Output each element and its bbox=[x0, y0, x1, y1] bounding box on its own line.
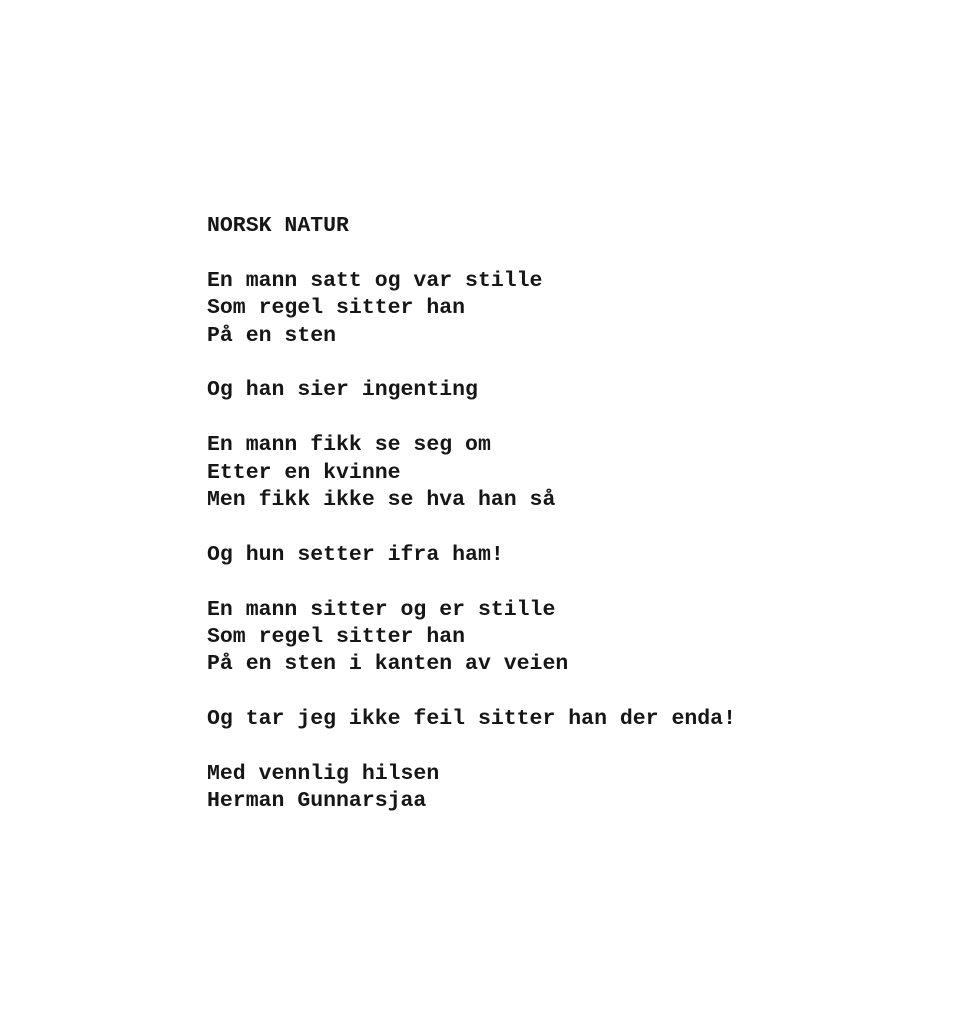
poem-line: Som regel sitter han bbox=[207, 625, 466, 650]
poem-blank-line bbox=[207, 569, 736, 596]
poem-line: På en sten i kanten av veien bbox=[207, 652, 569, 677]
poem-line: Og han sier ingenting bbox=[207, 378, 478, 403]
poem-blank-line bbox=[207, 350, 736, 377]
poem-line: En mann satt og var stille bbox=[207, 268, 543, 293]
poem-line: Etter en kvinne bbox=[207, 460, 401, 485]
poem-line: Og tar jeg ikke feil sitter han der enda! bbox=[207, 707, 736, 732]
poem-blank-line bbox=[207, 734, 736, 761]
poem-blank-line bbox=[207, 240, 736, 267]
poem-line: NORSK NATUR bbox=[207, 214, 349, 238]
poem-line: Herman Gunnarsjaa bbox=[207, 789, 427, 814]
poem-blank-line bbox=[207, 679, 736, 706]
poem-blank-line bbox=[207, 514, 736, 541]
poem-line: Og hun setter ifra ham! bbox=[207, 542, 504, 567]
poem-text-block bbox=[207, 213, 736, 816]
poem-line: Som regel sitter han bbox=[207, 296, 466, 321]
poem-blank-line bbox=[207, 405, 736, 432]
poem-line: Med vennlig hilsen bbox=[207, 762, 440, 787]
poem-line: Men fikk ikke se hva han så bbox=[207, 488, 556, 513]
poem-line: På en sten bbox=[207, 323, 337, 348]
poem-line: En mann sitter og er stille bbox=[207, 597, 556, 622]
poem-line: En mann fikk se seg om bbox=[207, 433, 491, 458]
